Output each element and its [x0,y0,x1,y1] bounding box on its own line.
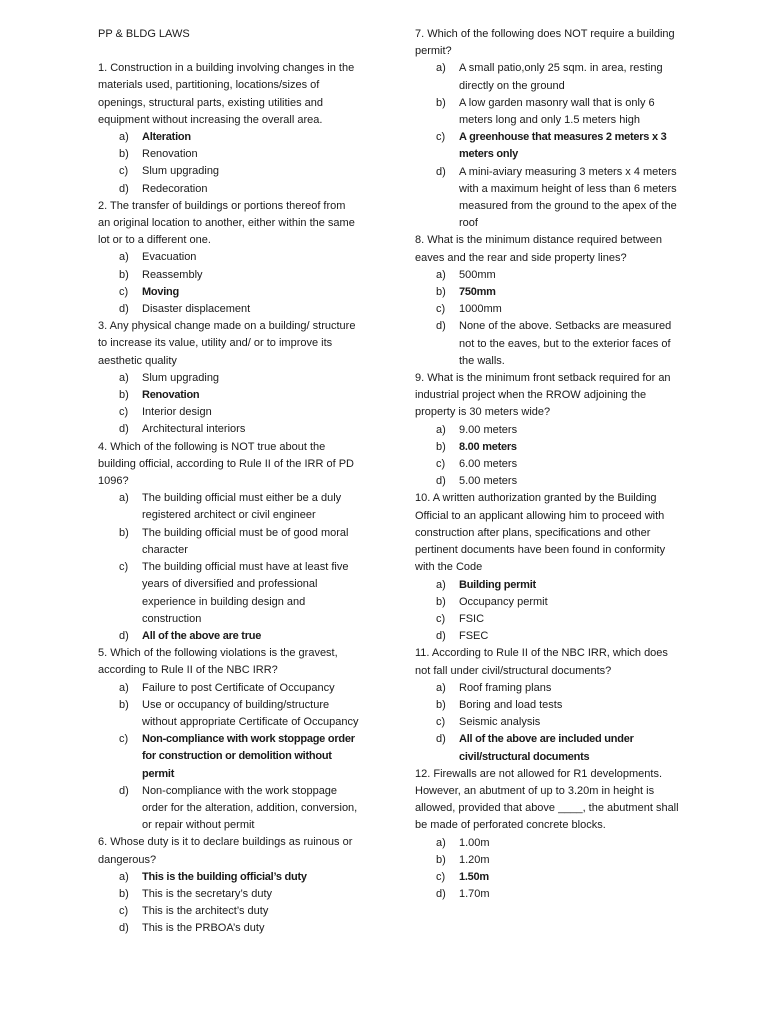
option [415,318,680,370]
option-correct [415,731,680,765]
option-list [415,835,680,904]
option-correct [98,284,360,301]
option-correct [415,577,680,594]
option [415,456,680,473]
option-text: This is the building official’s duty [142,870,307,883]
option-text: Interior design [142,406,212,419]
option [98,181,360,198]
option-letter: b) [436,853,446,866]
option-correct [98,628,360,645]
option-correct [415,284,680,301]
option-text: 8.00 meters [459,440,517,453]
option-text: All of the above are true [142,629,262,642]
option-letter: d) [119,423,129,436]
question-4 [98,439,360,645]
option-text: This is the architect’s duty [142,905,269,918]
option-text: All of the above are included under civil/structural documents [459,733,634,763]
option-text: The building official must either be a duly registered architect or civil engineer [142,492,342,522]
option-letter: b) [119,148,129,161]
option-text: Non-compliance with the work stoppage order for the alteration, addition, conversion, or repair without permit [142,784,358,832]
question-text: 6. Whose duty is it to declare buildings as ruinous or dangerous? [98,836,353,866]
option-list [415,680,680,766]
option-correct [415,439,680,456]
question-7 [415,26,680,232]
option [98,525,360,559]
option-letter: b) [119,698,129,711]
option-text: Architectural interiors [142,423,246,436]
option-correct [415,129,680,163]
option [98,490,360,524]
option-text: 5.00 meters [459,475,518,488]
option [415,301,680,318]
option-list [98,490,360,645]
option [98,267,360,284]
option-letter: d) [119,629,129,642]
option-list [98,129,360,198]
option-letter: d) [436,320,446,333]
option-letter: d) [119,784,129,797]
option-text: This is the PRBOA’s duty [142,922,265,935]
option-letter: d) [436,888,446,901]
option-letter: a) [119,371,129,384]
right-column [415,26,680,903]
option-list [98,249,360,318]
option-letter: c) [119,561,129,574]
option-text: Slum upgrading [142,165,220,178]
option [98,404,360,421]
option [415,714,680,731]
option [98,370,360,387]
option-letter: d) [436,630,446,643]
option-correct [98,869,360,886]
option [415,852,680,869]
option-text: 1.70m [459,888,490,901]
option [98,920,360,937]
option-text: Occupancy permit [459,595,548,608]
option-correct [415,869,680,886]
question-6 [98,834,360,937]
option [98,697,360,731]
option-text: Seismic analysis [459,716,541,729]
option-text: Building permit [459,578,536,591]
option-text: 6.00 meters [459,458,518,471]
option [98,301,360,318]
question-text: 12. Firewalls are not allowed for R1 developments. However, an abutment of up to 3.20m in height is allowed, provided that above ____, the abutment shall be made of perforated concrete blocks. [415,767,679,832]
option-letter: c) [119,285,129,298]
option-text: Renovation [142,148,198,161]
option-letter: d) [119,303,129,316]
option-letter: b) [119,887,129,900]
option-text: Evacuation [142,251,197,264]
option-text: FSEC [459,630,489,643]
option-letter: a) [119,131,129,144]
option-text: Moving [142,285,179,298]
option [98,559,360,628]
question-1 [98,60,360,198]
option-correct [98,731,360,783]
question-2 [98,198,360,318]
question-12 [415,766,680,904]
option-text: Roof framing plans [459,681,552,694]
option-letter: c) [436,131,446,144]
question-text: 4. Which of the following is NOT true about the building official, according to Rule II of the IRR of PD 1096? [98,440,354,488]
question-9 [415,370,680,490]
option [415,835,680,852]
option [98,680,360,697]
option-text: 750mm [459,286,496,299]
option-letter: a) [436,268,446,281]
option-letter: d) [119,182,129,195]
option-letter: b) [436,595,446,608]
option-letter: b) [436,440,446,453]
option-letter: b) [436,96,446,109]
option [415,697,680,714]
option-letter: a) [119,492,129,505]
option-text: None of the above. Setbacks are measured not to the eaves, but to the exterior faces of the walls. [459,320,672,367]
option-letter: b) [436,698,446,711]
option-letter: a) [436,423,446,436]
option-text: A low garden masonry wall that is only 6 meters long and only 1.5 meters high [459,96,655,127]
question-text: 9. What is the minimum front setback required for an industrial project when the RROW adjoining the property is 30 meters wide? [415,372,671,419]
option-text: The building official must be of good moral character [142,526,349,556]
option-list [98,869,360,938]
option-text: This is the secretary’s duty [142,887,273,900]
option-text: 500mm [459,268,496,281]
option-list [415,60,680,232]
option-text: Use or occupancy of building/structure without appropriate Certificate of Occupancy [142,698,359,728]
option [415,628,680,645]
option-letter: c) [119,905,129,918]
question-text: 8. What is the minimum distance required between eaves and the rear and side property lines? [415,234,663,264]
question-text: 2. The transfer of buildings or portions thereof from an original location to another, either within the same lot or to a different one. [98,199,355,247]
option-letter: a) [119,681,129,694]
option-text: A greenhouse that measures 2 meters x 3 meters only [459,131,667,161]
question-8 [415,232,680,370]
option-letter: b) [436,286,446,299]
option-letter: b) [119,526,129,539]
question-text: 7. Which of the following does NOT require a building permit? [415,28,675,58]
question-text: 11. According to Rule II of the NBC IRR, which does not fall under civil/structural documents? [415,647,668,677]
option-text: Slum upgrading [142,371,220,384]
option [415,267,680,284]
option-text: 1.00m [459,836,490,849]
option-text: Failure to post Certificate of Occupancy [142,681,335,694]
option-text: A small patio,only 25 sqm. in area, resting directly on the ground [459,62,663,92]
option [415,422,680,439]
question-text: 10. A written authorization granted by the Building Official to an applicant allowing him to proceed with construction after plans, specifications and other pertinent documents have been found in conformity with the Code [415,492,666,574]
option-letter: c) [436,458,446,471]
option-letter: c) [436,612,446,625]
option-correct [98,387,360,404]
option-text: 1.20m [459,853,490,866]
option-list [98,680,360,835]
option-list [415,422,680,491]
option [98,903,360,920]
option-text: FSIC [459,612,485,625]
option-letter: c) [436,716,446,729]
option-letter: c) [436,303,446,316]
option [98,421,360,438]
option [415,473,680,490]
question-list-left [98,60,360,937]
option-letter: c) [119,733,129,746]
option-letter: a) [436,62,446,75]
option-text: 1.50m [459,870,489,883]
option-letter: c) [119,406,129,419]
left-column [98,26,360,938]
option-text: Redecoration [142,182,208,195]
option-list [415,267,680,370]
option [415,680,680,697]
option [415,60,680,94]
option-list [415,577,680,646]
option-letter: a) [119,251,129,264]
option-text: Boring and load tests [459,698,563,711]
option [98,886,360,903]
option-text: Disaster displacement [142,303,251,316]
option [98,146,360,163]
option [415,164,680,233]
option-letter: a) [436,578,446,591]
option-letter: d) [436,733,446,746]
question-3 [98,318,360,438]
option-letter: b) [119,389,129,402]
option [415,611,680,628]
option-letter: a) [436,836,446,849]
question-11 [415,645,680,765]
option-letter: c) [436,870,446,883]
question-text: 3. Any physical change made on a building/ structure to increase its value, utility and/ or to improve its aesthetic quality [98,320,356,367]
option [98,249,360,266]
option-correct [98,129,360,146]
question-10 [415,490,680,645]
option-text: Alteration [142,131,191,144]
option-list [98,370,360,439]
option-text: Non-compliance with work stoppage order for construction or demolition without permit [142,733,355,780]
document-title: PP & BLDG LAWS [98,28,190,40]
option-letter: d) [436,475,446,488]
option [98,783,360,835]
option-letter: c) [119,165,129,178]
option-text: Renovation [142,389,200,402]
question-text: 1. Construction in a building involving changes in the materials used, partitioning, locations/sizes of openings, structural parts, existing utilities and equipment without increasing the overall area. [98,62,355,126]
question-text: 5. Which of the following violations is the gravest, according to Rule II of the NBC IRR? [98,647,338,677]
option-text: A mini-aviary measuring 3 meters x 4 meters with a maximum height of less than 6 meters measured from the ground to the apex of the roof [459,165,677,230]
option-letter: a) [436,681,446,694]
option-text: 9.00 meters [459,423,518,436]
option [98,163,360,180]
option-text: The building official must have at least five years of diversified and professional experience in building design and construction [142,561,349,625]
option-text: Reassembly [142,268,203,281]
option-text: 1000mm [459,303,502,316]
option-letter: d) [436,165,446,178]
option [415,594,680,611]
option-letter: b) [119,268,129,281]
question-list-right [415,26,680,903]
option [415,95,680,129]
option-letter: a) [119,870,129,883]
question-5 [98,645,360,834]
option [415,886,680,903]
option-letter: d) [119,922,129,935]
